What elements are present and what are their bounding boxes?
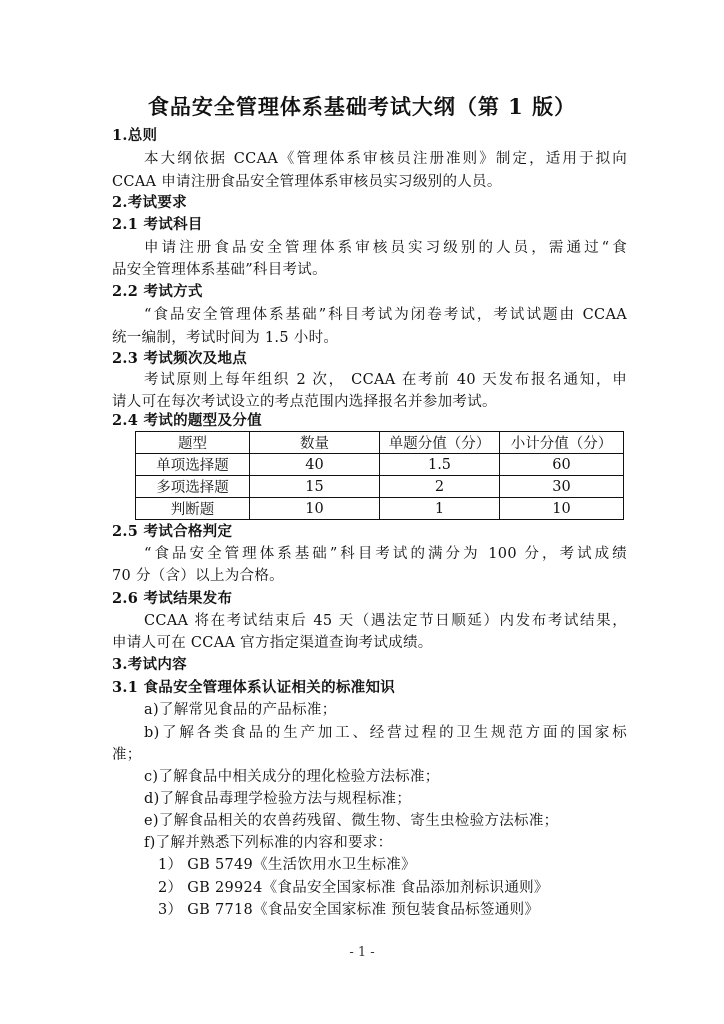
section-2-1-para-line-2: 品安全管理体系基础”科目考试。 xyxy=(112,262,327,278)
list-item-continuation: 准； xyxy=(112,747,142,763)
table-cell: 15 xyxy=(250,476,380,498)
standard-item: 1） GB 5749《生活饮用水卫生标准》 xyxy=(158,857,416,873)
section-1-para-line-2: CCAA 申请注册食品安全管理体系审核员实习级别的人员。 xyxy=(112,174,502,190)
list-item: a)了解常见食品的产品标准； xyxy=(144,702,337,718)
page-number: - 1 - xyxy=(349,945,375,960)
section-2-3-para-line-2: 请人可在每次考试设立的考点范围内选择报名并参加考试。 xyxy=(112,394,497,410)
standard-item: 3） GB 7718《食品安全国家标准 预包装食品标签通则》 xyxy=(158,902,540,918)
table-cell: 10 xyxy=(250,498,380,520)
table-cell: 2 xyxy=(380,476,500,498)
table-cell: 1 xyxy=(380,498,500,520)
section-2-2-para-line-1: “食品安全管理体系基础”科目考试为闭卷考试，考试试题由 CCAA xyxy=(144,307,627,323)
table-cell: 40 xyxy=(250,454,380,476)
list-item: b)了解各类食品的生产加工、经营过程的卫生规范方面的国家标 xyxy=(144,725,627,741)
standard-item: 2） GB 29924《食品安全国家标准 食品添加剂标识通则》 xyxy=(158,880,549,896)
section-2-5-heading: 2.5 考试合格判定 xyxy=(112,523,233,540)
section-2-4-heading: 2.4 考试的题型及分值 xyxy=(112,412,262,429)
section-1-heading: 1.总则 xyxy=(112,127,158,144)
section-2-3-para-line-1: 考试原则上每年组织 2 次， CCAA 在考前 40 天发布报名通知，申 xyxy=(144,372,627,388)
table-cell: 单项选择题 xyxy=(136,454,250,476)
table-header-cell: 单题分值（分） xyxy=(380,432,500,454)
section-3-1-heading: 3.1 食品安全管理体系认证相关的标准知识 xyxy=(112,679,396,696)
section-3-heading: 3.考试内容 xyxy=(112,656,187,673)
question-type-table xyxy=(135,431,624,520)
table-header-cell: 题型 xyxy=(136,432,250,454)
document-title: 食品安全管理体系基础考试大纲（第 1 版） xyxy=(147,94,577,119)
table-cell: 1.5 xyxy=(380,454,500,476)
table-cell: 10 xyxy=(500,498,624,520)
table-cell: 60 xyxy=(500,454,624,476)
section-2-heading: 2.考试要求 xyxy=(112,194,187,211)
list-item: e)了解食品相关的农兽药残留、微生物、寄生虫检验方法标准； xyxy=(144,813,559,829)
section-1-para-line-1: 本大纲依据 CCAA《管理体系审核员注册准则》制定，适用于拟向 xyxy=(144,151,627,167)
table-header-row xyxy=(136,432,624,454)
table-row xyxy=(136,476,624,498)
list-item: c)了解食品中相关成分的理化检验方法标准； xyxy=(144,769,440,785)
table-cell: 判断题 xyxy=(136,498,250,520)
list-item: f)了解并熟悉下列标准的内容和要求： xyxy=(144,835,393,851)
table-row xyxy=(136,454,624,476)
section-2-6-para-line-2: 申请人可在 CCAA 官方指定渠道查询考试成绩。 xyxy=(112,635,433,651)
section-2-6-para-line-1: CCAA 将在考试结束后 45 天（遇法定节日顺延）内发布考试结果， xyxy=(144,613,627,629)
table-row xyxy=(136,498,624,520)
list-item: d)了解食品毒理学检验方法与规程标准； xyxy=(144,791,412,807)
section-2-1-para-line-1: 申请注册食品安全管理体系审核员实习级别的人员，需通过“食 xyxy=(144,240,627,256)
table-header-cell: 数量 xyxy=(250,432,380,454)
section-2-6-heading: 2.6 考试结果发布 xyxy=(112,590,233,607)
section-2-2-para-line-2: 统一编制，考试时间为 1.5 小时。 xyxy=(112,330,339,346)
section-2-3-heading: 2.3 考试频次及地点 xyxy=(112,350,248,367)
section-2-2-heading: 2.2 考试方式 xyxy=(112,283,203,300)
table-cell: 多项选择题 xyxy=(136,476,250,498)
table-header-cell: 小计分值（分） xyxy=(500,432,624,454)
section-2-5-para-line-1: “食品安全管理体系基础”科目考试的满分为 100 分，考试成绩 xyxy=(144,546,627,562)
section-2-1-heading: 2.1 考试科目 xyxy=(112,216,203,233)
section-2-5-para-line-2: 70 分（含）以上为合格。 xyxy=(112,568,284,584)
table-cell: 30 xyxy=(500,476,624,498)
